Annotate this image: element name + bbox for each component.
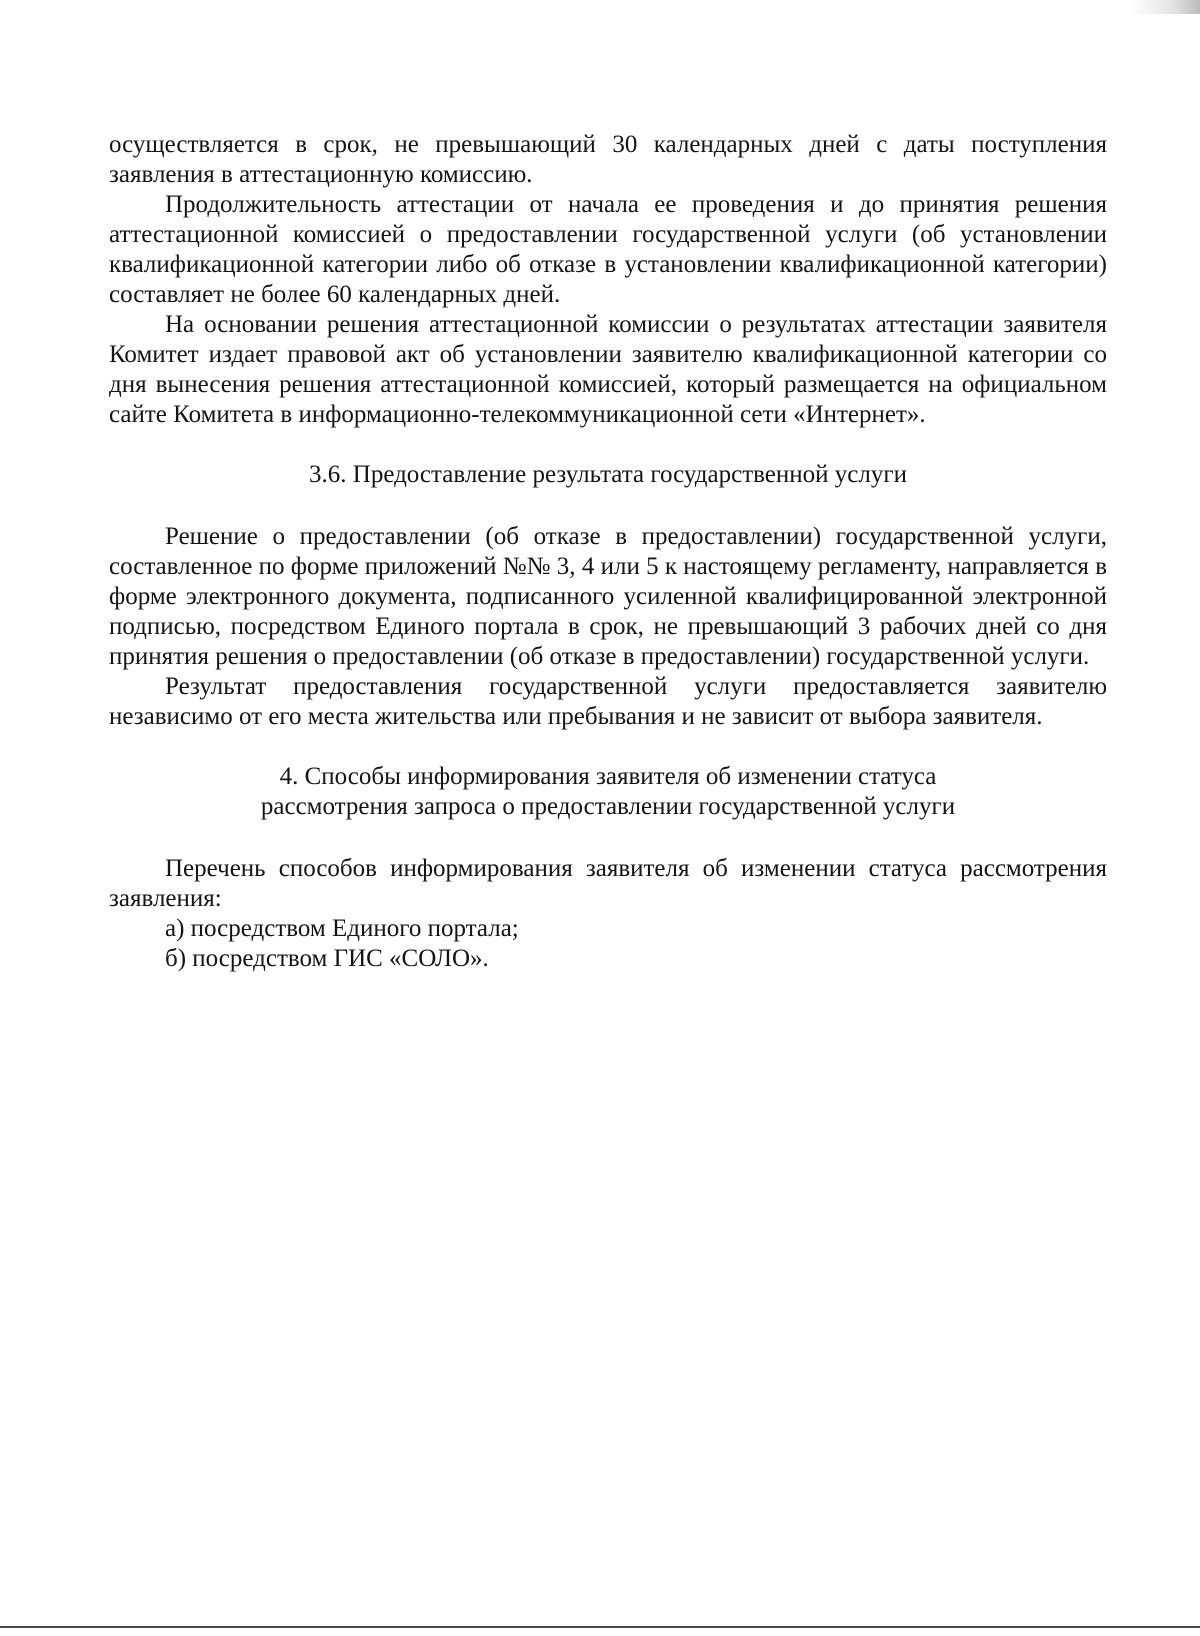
scan-artifact-bottom-line	[0, 1626, 1200, 1628]
scan-artifact-corner	[1130, 0, 1200, 14]
paragraph-decision: Решение о предоставлении (об отказе в предоставлении) государственной услуги, составленное по форме приложений №№ 3, 4 или 5 к настоящему регламенту, направляется в форме электронного документа, подписанного усиленной квалифицированной электронной подписью, посредством Единого портала в срок, не превышающий 3 рабочих дней со дня принятия решения о предоставлении (об отказе в предоставлении) государственной услуги.	[109, 523, 1107, 670]
list-item-gis-solo: б) посредством ГИС «СОЛО».	[165, 945, 489, 972]
document-body	[109, 130, 1107, 974]
paragraph-methods-intro: Перечень способов информирования заявителя об изменении статуса рассмотрения заявления:	[109, 855, 1107, 912]
section-3-6-heading: 3.6. Предоставление результата государственной услуги	[309, 461, 907, 488]
paragraph-result: Результат предоставления государственной услуги предоставляется заявителю независимо от его места жительства или пребывания и не зависит от выбора заявителя.	[109, 673, 1107, 730]
paragraph-duration: Продолжительность аттестации от начала ее проведения и до принятия решения аттестационной комиссией о предоставлении государственной услуги (об установлении квалификационной категории либо об отказе в установлении квалификационной категории) составляет не более 60 календарных дней.	[109, 191, 1107, 308]
section-4-heading-line-1: 4. Способы информирования заявителя об изменении статуса	[279, 763, 937, 790]
section-4-heading-line-2: рассмотрения запроса о предоставлении государственной услуги	[260, 793, 956, 820]
section-4-heading	[109, 762, 1107, 822]
paragraph-continuation: осуществляется в срок, не превышающий 30 календарных дней с даты поступления заявления в аттестационную комиссию.	[109, 131, 1107, 188]
paragraph-legal-act: На основании решения аттестационной комиссии о результатах аттестации заявителя Комитет издает правовой акт об установлении заявителю квалификационной категории со дня вынесения решения аттестационной комиссией, который размещается на официальном сайте Комитета в информационно-телекоммуникационной сети «Интернет».	[109, 311, 1107, 428]
list-item-portal: а) посредством Единого портала;	[165, 915, 519, 942]
